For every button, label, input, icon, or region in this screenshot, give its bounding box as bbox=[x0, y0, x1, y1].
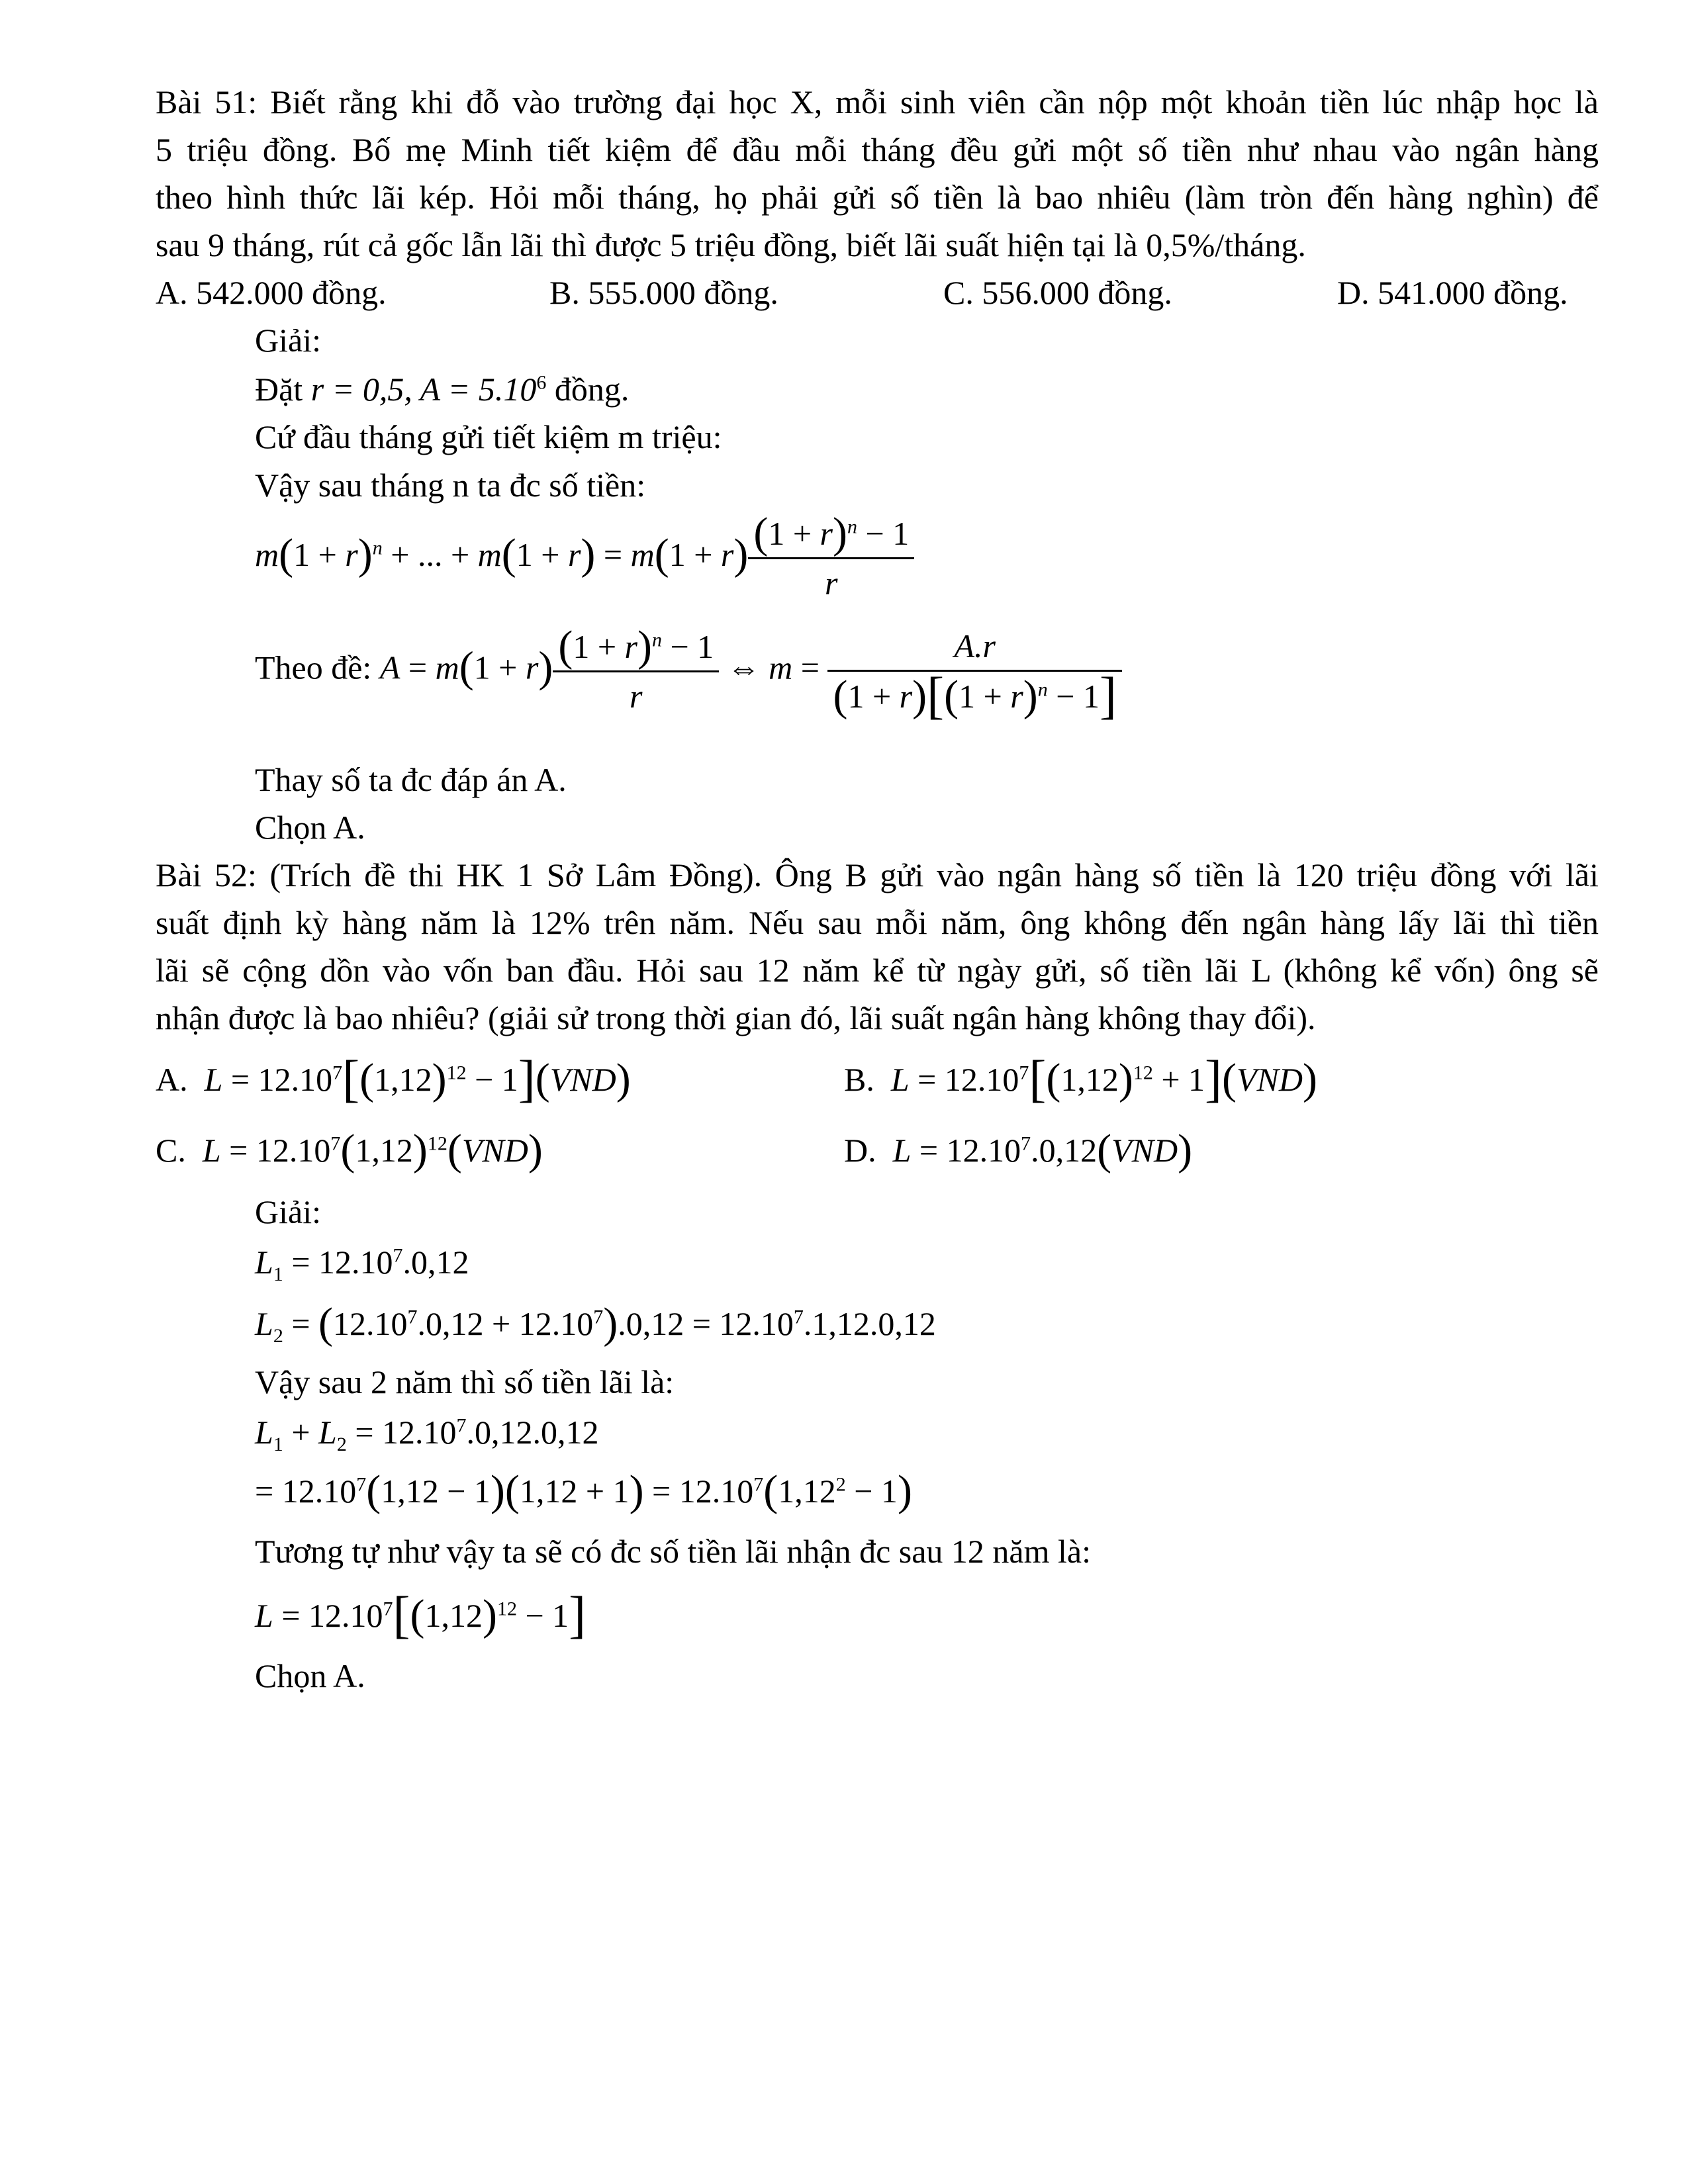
p52-answer: Chọn A. bbox=[255, 1657, 365, 1694]
p52-l1-formula: $L_1 = 12.10^7.0,12$ bbox=[255, 1244, 469, 1285]
p51-option-c: C. 556.000 đồng. bbox=[943, 274, 1172, 311]
p52-final-formula: $L = 12.10^7[(1,12)^{12} - 1]$ bbox=[255, 1586, 586, 1643]
p52-line-2: suất định kỳ hàng năm là 12% trên năm. Nếu sau mỗi năm, ông không đến ngân hàng lấy lãi thì tiền bbox=[156, 904, 1599, 941]
p52-sum-formula: $L_1 + L_2 = 12.10^7.0,12.0,12$ bbox=[255, 1414, 599, 1455]
p51-solution-heading: Giải: bbox=[255, 322, 321, 359]
p52-line-4: nhận được là bao nhiêu? (giải sử trong thời gian đó, lãi suất ngân hàng không thay đổi). bbox=[156, 999, 1316, 1036]
p52-l2-formula: $L_2 = (12.10^7.0,12 + 12.10^7).0,12 = 12.10^7.1,12.0,12$ bbox=[255, 1299, 936, 1347]
p51-theo-formula: Theo đề: A = m(1 + r) $\frac{(1 + r)^n - 1}{r}$ ⇔ m = $\frac{A.r}{(1 + r)[(1 + r)^n - 1]}$ bbox=[255, 622, 1122, 720]
p51-sum-formula: $m(1 + r)^n$ + ... + m(1 + r) = m(1 + r) $\frac{(1 + r)^n - 1}{r}$ bbox=[255, 510, 914, 607]
p51-answer: Chọn A. bbox=[255, 809, 365, 846]
p51-cu-line: Cứ đầu tháng gửi tiết kiệm m triệu: bbox=[255, 418, 722, 455]
p51-dat-math: r = 0,5, A = 5.10 bbox=[310, 371, 537, 408]
p51-vay-line: Vậy sau tháng n ta đc số tiền: bbox=[255, 467, 646, 504]
p51-line-3: theo hình thức lãi kép. Hỏi mỗi tháng, họ phải gửi số tiền là bao nhiêu (làm tròn đến hàng nghìn) để bbox=[156, 179, 1599, 216]
p51-line-4: sau 9 tháng, rút cả gốc lẫn lãi thì được 5 triệu đồng, biết lãi suất hiện tại là 0,5%/tháng. bbox=[156, 226, 1306, 263]
p52-line-1: Bài 52: (Trích đề thi HK 1 Sở Lâm Đồng). Ông B gửi vào ngân hàng số tiền là 120 triệu đồng với lãi bbox=[156, 856, 1599, 893]
p52-line-3: lãi sẽ cộng dồn vào vốn ban đầu. Hỏi sau 12 năm kể từ ngày gửi, số tiền lãi L (không kể vốn) ông sẽ bbox=[156, 952, 1599, 989]
p51-option-a: A. 542.000 đồng. bbox=[156, 274, 387, 311]
p52-option-c: C. $L = 12.10^7(1,12)^{12}(VND)$ bbox=[156, 1126, 543, 1174]
p51-thay-line: Thay số ta đc đáp án A. bbox=[255, 761, 567, 798]
p51-dat-line: Đặt r = 0,5, $A = 5.10^6$ đồng. bbox=[255, 371, 630, 408]
p51-option-b: B. 555.000 đồng. bbox=[549, 274, 778, 311]
p52-option-d: D. $L = 12.10^7.0,12(VND)$ bbox=[844, 1126, 1193, 1174]
p52-solution-heading: Giải: bbox=[255, 1193, 321, 1230]
p52-tuong-line: Tương tự như vậy ta sẽ có đc số tiền lãi nhận đc sau 12 năm là: bbox=[255, 1533, 1091, 1570]
p51-line-1: Bài 51: Biết rằng khi đỗ vào trường đại học X, mỗi sinh viên cần nộp một khoản tiền lúc nhập học là bbox=[156, 83, 1599, 120]
p52-factor-formula: = $12.10^7(1,12 - 1)(1,12 + 1) = 12.10^7(1,12^2 - 1)$ bbox=[255, 1467, 912, 1515]
p51-line-2: 5 triệu đồng. Bố mẹ Minh tiết kiệm để đầu mỗi tháng đều gửi một số tiền như nhau vào ngân hàng bbox=[156, 131, 1599, 168]
p52-option-a: A. $L = 12.10^7[(1,12)^{12} - 1](VND)$ bbox=[156, 1050, 631, 1107]
p52-option-b: B. $L = 12.10^7[(1,12)^{12} + 1](VND)$ bbox=[844, 1050, 1317, 1107]
p52-vay2-line: Vậy sau 2 năm thì số tiền lãi là: bbox=[255, 1363, 675, 1400]
p51-option-d: D. 541.000 đồng. bbox=[1337, 274, 1568, 311]
